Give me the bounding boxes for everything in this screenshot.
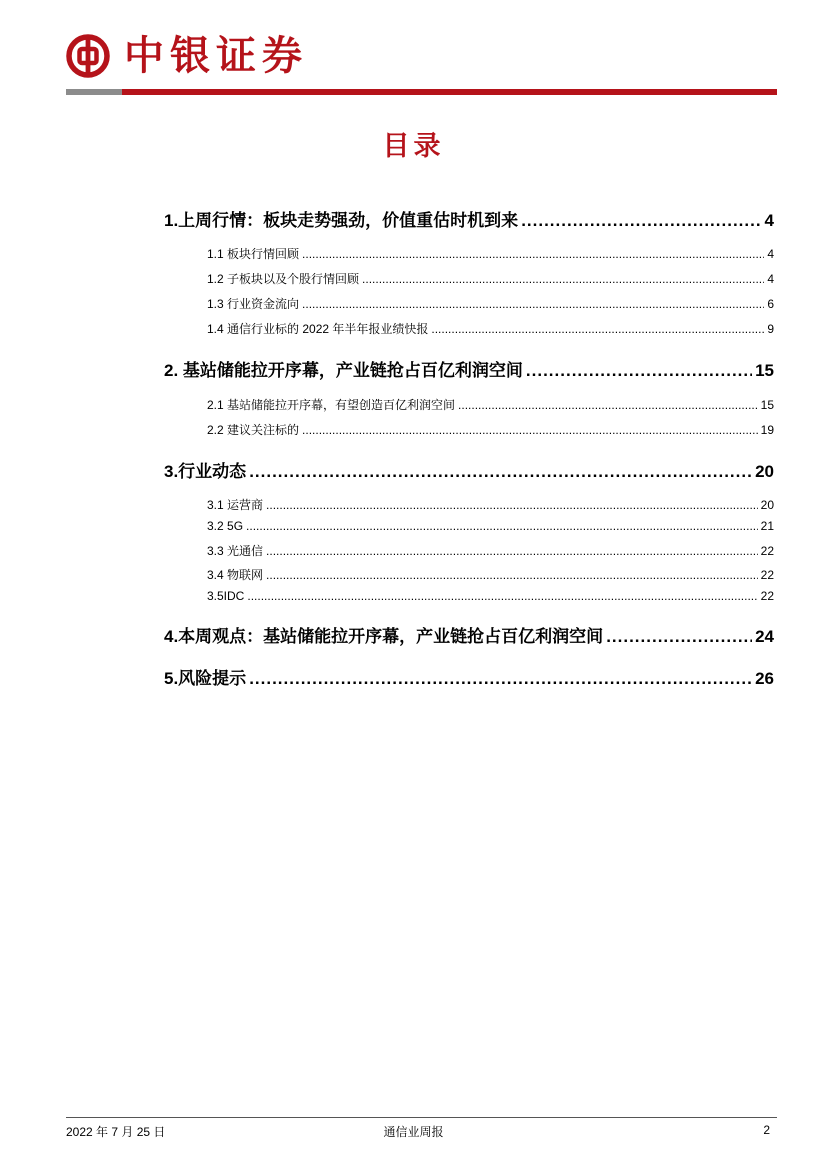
brand-logo xyxy=(66,34,308,78)
toc-entry-label: 3.2 5G xyxy=(207,519,244,533)
toc-entry-label: 1.4 通信行业标的 2022 年半年报业绩快报 xyxy=(207,322,429,336)
toc-leader-dots xyxy=(362,272,764,286)
toc-leader-dots xyxy=(521,211,761,231)
toc-entry-page: 15 xyxy=(760,398,774,412)
toc-entry-page: 22 xyxy=(760,568,774,582)
toc-entry-label: 2.2 建议关注标的 xyxy=(207,423,300,437)
toc-section-entry[interactable] xyxy=(164,457,774,481)
footer-page-number: 2 xyxy=(763,1123,770,1137)
toc-leader-dots xyxy=(266,568,758,582)
toc-entry-label: 1.2 子板块以及个股行情回顾 xyxy=(207,272,360,286)
bank-of-china-logo-icon xyxy=(66,34,110,78)
toc-title: 目录 xyxy=(382,131,445,162)
toc-subsection-entry[interactable] xyxy=(207,496,774,514)
toc-leader-dots xyxy=(606,627,752,647)
toc-section-entry[interactable] xyxy=(164,206,774,230)
toc-entry-label: 3.4 物联网 xyxy=(207,568,264,582)
toc-leader-dots xyxy=(247,589,757,603)
toc-leader-dots xyxy=(302,297,764,311)
toc-section-entry[interactable] xyxy=(164,622,774,646)
toc-leader-dots xyxy=(302,423,758,437)
header-rule-red xyxy=(122,89,777,95)
toc-leader-dots xyxy=(266,544,758,558)
footer-report-type: 通信业周报 xyxy=(383,1125,444,1139)
toc-section-entry[interactable] xyxy=(164,664,774,688)
toc-leader-dots xyxy=(266,498,758,512)
toc-entry-label: 3.3 光通信 xyxy=(207,544,264,558)
footer-date: 2022 年 7 月 25 日 xyxy=(66,1125,166,1139)
header-rule-grey xyxy=(66,89,122,95)
toc-subsection-entry[interactable] xyxy=(207,421,774,439)
toc-entry-label: 3.行业动态 xyxy=(164,462,247,481)
toc-leader-dots xyxy=(526,361,752,381)
toc-entry-page: 4 xyxy=(764,211,774,230)
toc-entry-label: 2. 基站储能拉开序幕，产业链抢占百亿利润空间 xyxy=(164,361,523,380)
toc-leader-dots xyxy=(249,462,752,482)
toc-entry-label: 5.风险提示 xyxy=(164,669,247,688)
toc-section-entry[interactable] xyxy=(164,356,774,380)
toc-entry-page: 26 xyxy=(755,669,774,688)
toc-leader-dots xyxy=(246,519,758,533)
toc-entry-page: 21 xyxy=(760,519,774,533)
toc-entry-page: 24 xyxy=(755,627,774,646)
toc-leader-dots xyxy=(431,322,764,336)
toc-entry-page: 6 xyxy=(767,297,774,311)
toc-entry-label: 4.本周观点：基站储能拉开序幕，产业链抢占百亿利润空间 xyxy=(164,627,604,646)
toc-subsection-entry[interactable] xyxy=(207,519,774,537)
toc-leader-dots xyxy=(458,398,758,412)
toc-entry-label: 3.5IDC xyxy=(207,589,245,603)
toc-entry-label: 1.3 行业资金流向 xyxy=(207,297,300,311)
toc-subsection-entry[interactable] xyxy=(207,320,774,338)
toc-entry-label: 2.1 基站储能拉开序幕，有望创造百亿利润空间 xyxy=(207,398,456,412)
toc-subsection-entry[interactable] xyxy=(207,245,774,263)
toc-entry-page: 15 xyxy=(755,361,774,380)
toc-subsection-entry[interactable] xyxy=(207,295,774,313)
toc-entry-label: 1.1 板块行情回顾 xyxy=(207,247,300,261)
toc-entry-page: 20 xyxy=(755,462,774,481)
toc-entry-page: 22 xyxy=(760,544,774,558)
toc-entry-page: 22 xyxy=(760,589,774,603)
toc-subsection-entry[interactable] xyxy=(207,589,774,607)
brand-name: 中银证券 xyxy=(124,32,308,79)
toc-subsection-entry[interactable] xyxy=(207,396,774,414)
toc-subsection-entry[interactable] xyxy=(207,542,774,560)
toc-entry-page: 9 xyxy=(767,322,774,336)
toc-entry-label: 1.上周行情：板块走势强劲，价值重估时机到来 xyxy=(164,211,519,230)
toc-entry-label: 3.1 运营商 xyxy=(207,498,264,512)
toc-subsection-entry[interactable] xyxy=(207,270,774,288)
toc-entry-page: 19 xyxy=(760,423,774,437)
toc-entry-page: 4 xyxy=(767,272,774,286)
toc-entry-page: 4 xyxy=(767,247,774,261)
footer-rule xyxy=(66,1117,777,1118)
toc-entry-page: 20 xyxy=(760,498,774,512)
toc-leader-dots xyxy=(249,669,752,689)
toc-subsection-entry[interactable] xyxy=(207,566,774,584)
toc-leader-dots xyxy=(302,247,764,261)
